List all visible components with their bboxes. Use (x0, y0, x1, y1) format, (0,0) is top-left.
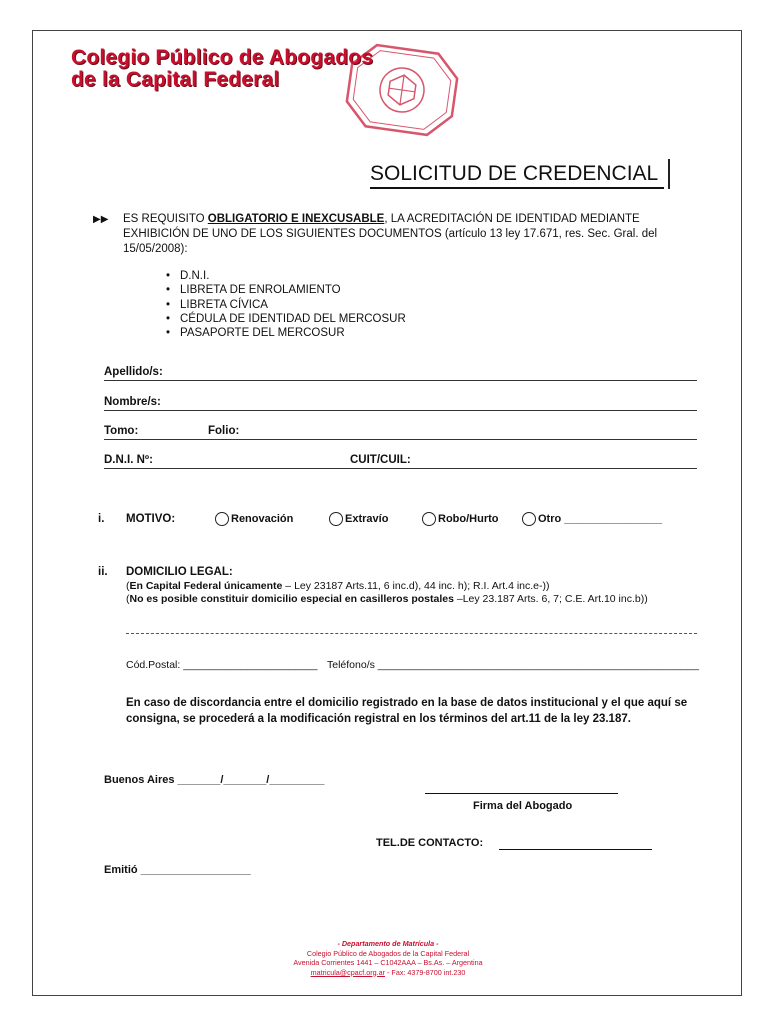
footer-fax: - Fax: 4379-8700 int.230 (385, 967, 466, 977)
seal-icon (341, 41, 463, 139)
requirement-emphasis: OBLIGATORIO E INEXCUSABLE (207, 213, 385, 225)
domicilio-note-2: (No es posible constituir domicilio especial en casilleros postales –Ley 23.187 Arts. 6, 7; C.E. Art.10 inc.b)) (126, 593, 648, 605)
footer-address: Avenida Corrientes 1441 – C1042AAA – Bs.As. – Argentina (293, 958, 483, 967)
signature-label: Firma del Abogado (473, 800, 573, 812)
requirement-paragraph (93, 212, 673, 257)
section-number-i: i. (98, 513, 105, 525)
footer-contact (33, 968, 743, 978)
note-2-bold: No es posible constituir domicilio especial en casilleros postales (129, 593, 454, 605)
domicilio-title: DOMICILIO LEGAL: (126, 566, 233, 578)
footer-org: Colegio Público de Abogados de la Capital Federal (306, 948, 470, 958)
footer-dept: - Departamento de Matrícula - (337, 939, 439, 948)
apellido-field[interactable] (104, 361, 697, 381)
org-line-2: de la Capital Federal (71, 68, 280, 91)
option-label: Robo/Hurto (438, 513, 499, 525)
list-item: • LIBRETA CÍVICA (166, 298, 406, 312)
address-line[interactable] (126, 624, 697, 634)
tomo-label: Tomo: (104, 425, 139, 437)
motivo-label: MOTIVO: (126, 513, 176, 525)
option-robo-hurto[interactable] (422, 512, 498, 526)
option-renovacion[interactable] (215, 512, 293, 526)
cuit-label: CUIT/CUIL: (350, 454, 411, 466)
org-logo-title (71, 47, 373, 91)
domicilio-note-1: (En Capital Federal únicamente – Ley 23187 Arts.11, 6 inc.d), 44 inc. h); R.I. Art.4 inc.e-)) (126, 580, 550, 592)
list-item: • LIBRETA DE ENROLAMIENTO (166, 283, 406, 297)
option-label: Extravío (345, 513, 389, 525)
option-otro[interactable] (522, 512, 662, 526)
note-1-bold: En Capital Federal únicamente (129, 580, 283, 592)
discordancia-notice: En caso de discordancia entre el domicilio registrado en la base de datos institucional y el que aquí se consigna, se procederá a la modificación registral en los términos del art.11 de la ley 23.187. (126, 697, 688, 725)
title-box (370, 159, 670, 189)
double-arrow-icon: ▶▶ (93, 214, 109, 225)
page-title: SOLICITUD DE CREDENCIAL (370, 161, 664, 189)
document-page (32, 30, 742, 996)
tel-contacto-line[interactable] (499, 849, 652, 850)
note-2-rest: –Ley 23.187 Arts. 6, 7; C.E. Art.10 inc.b) (453, 593, 645, 605)
requirement-prefix: ES REQUISITO (123, 213, 208, 225)
list-item: • D.N.I. (166, 269, 406, 283)
footer (33, 939, 743, 977)
nombre-field[interactable] (104, 391, 697, 411)
document-list (166, 269, 406, 340)
radio-circle-icon[interactable] (215, 512, 229, 526)
codigo-postal-field[interactable]: Cód.Postal: _______________________ (126, 659, 318, 671)
dni-label: D.N.I. Nº: (104, 454, 153, 466)
tomo-folio-field[interactable] (104, 420, 697, 440)
radio-circle-icon[interactable] (329, 512, 343, 526)
org-line-1: Colegio Público de Abogados (71, 46, 374, 69)
radio-circle-icon[interactable] (422, 512, 436, 526)
city-date-field[interactable]: Buenos Aires _______/_______/_________ (104, 774, 325, 786)
radio-circle-icon[interactable] (522, 512, 536, 526)
list-item: • CÉDULA DE IDENTIDAD DEL MERCOSUR (166, 312, 406, 326)
signature-line[interactable] (425, 793, 618, 794)
nombre-label: Nombre/s: (104, 396, 161, 408)
apellido-label: Apellido/s: (104, 366, 163, 378)
tel-contacto-label: TEL.DE CONTACTO: (376, 837, 484, 849)
telefono-field[interactable]: Teléfono/s _______________________________________________________ (327, 659, 699, 671)
dni-cuit-field[interactable] (104, 449, 697, 469)
list-item: • PASAPORTE DEL MERCOSUR (166, 326, 406, 340)
option-label: Renovación (231, 513, 294, 525)
option-label: Otro ________________ (538, 513, 663, 525)
note-1-rest: – Ley 23187 Arts.11, 6 inc.d), 44 inc. h); R.I. Art.4 inc.e-) (282, 580, 546, 592)
folio-label: Folio: (208, 425, 240, 437)
requirement-suffix: , LA ACREDITACIÓN DE IDENTIDAD MEDIANTE EXHIBICIÓN DE UNO DE LOS SIGUIENTES DOCUMENTOS (artículo 13 ley 17.671, res. Sec. Gral. del 15/05/2008): (123, 213, 658, 255)
section-number-ii: ii. (98, 566, 108, 578)
option-extravio[interactable] (329, 512, 388, 526)
requirement-text (123, 212, 673, 257)
emitio-field[interactable]: Emitió __________________ (104, 864, 251, 876)
email-link[interactable]: matricula@cpacf.org.ar (310, 967, 386, 977)
